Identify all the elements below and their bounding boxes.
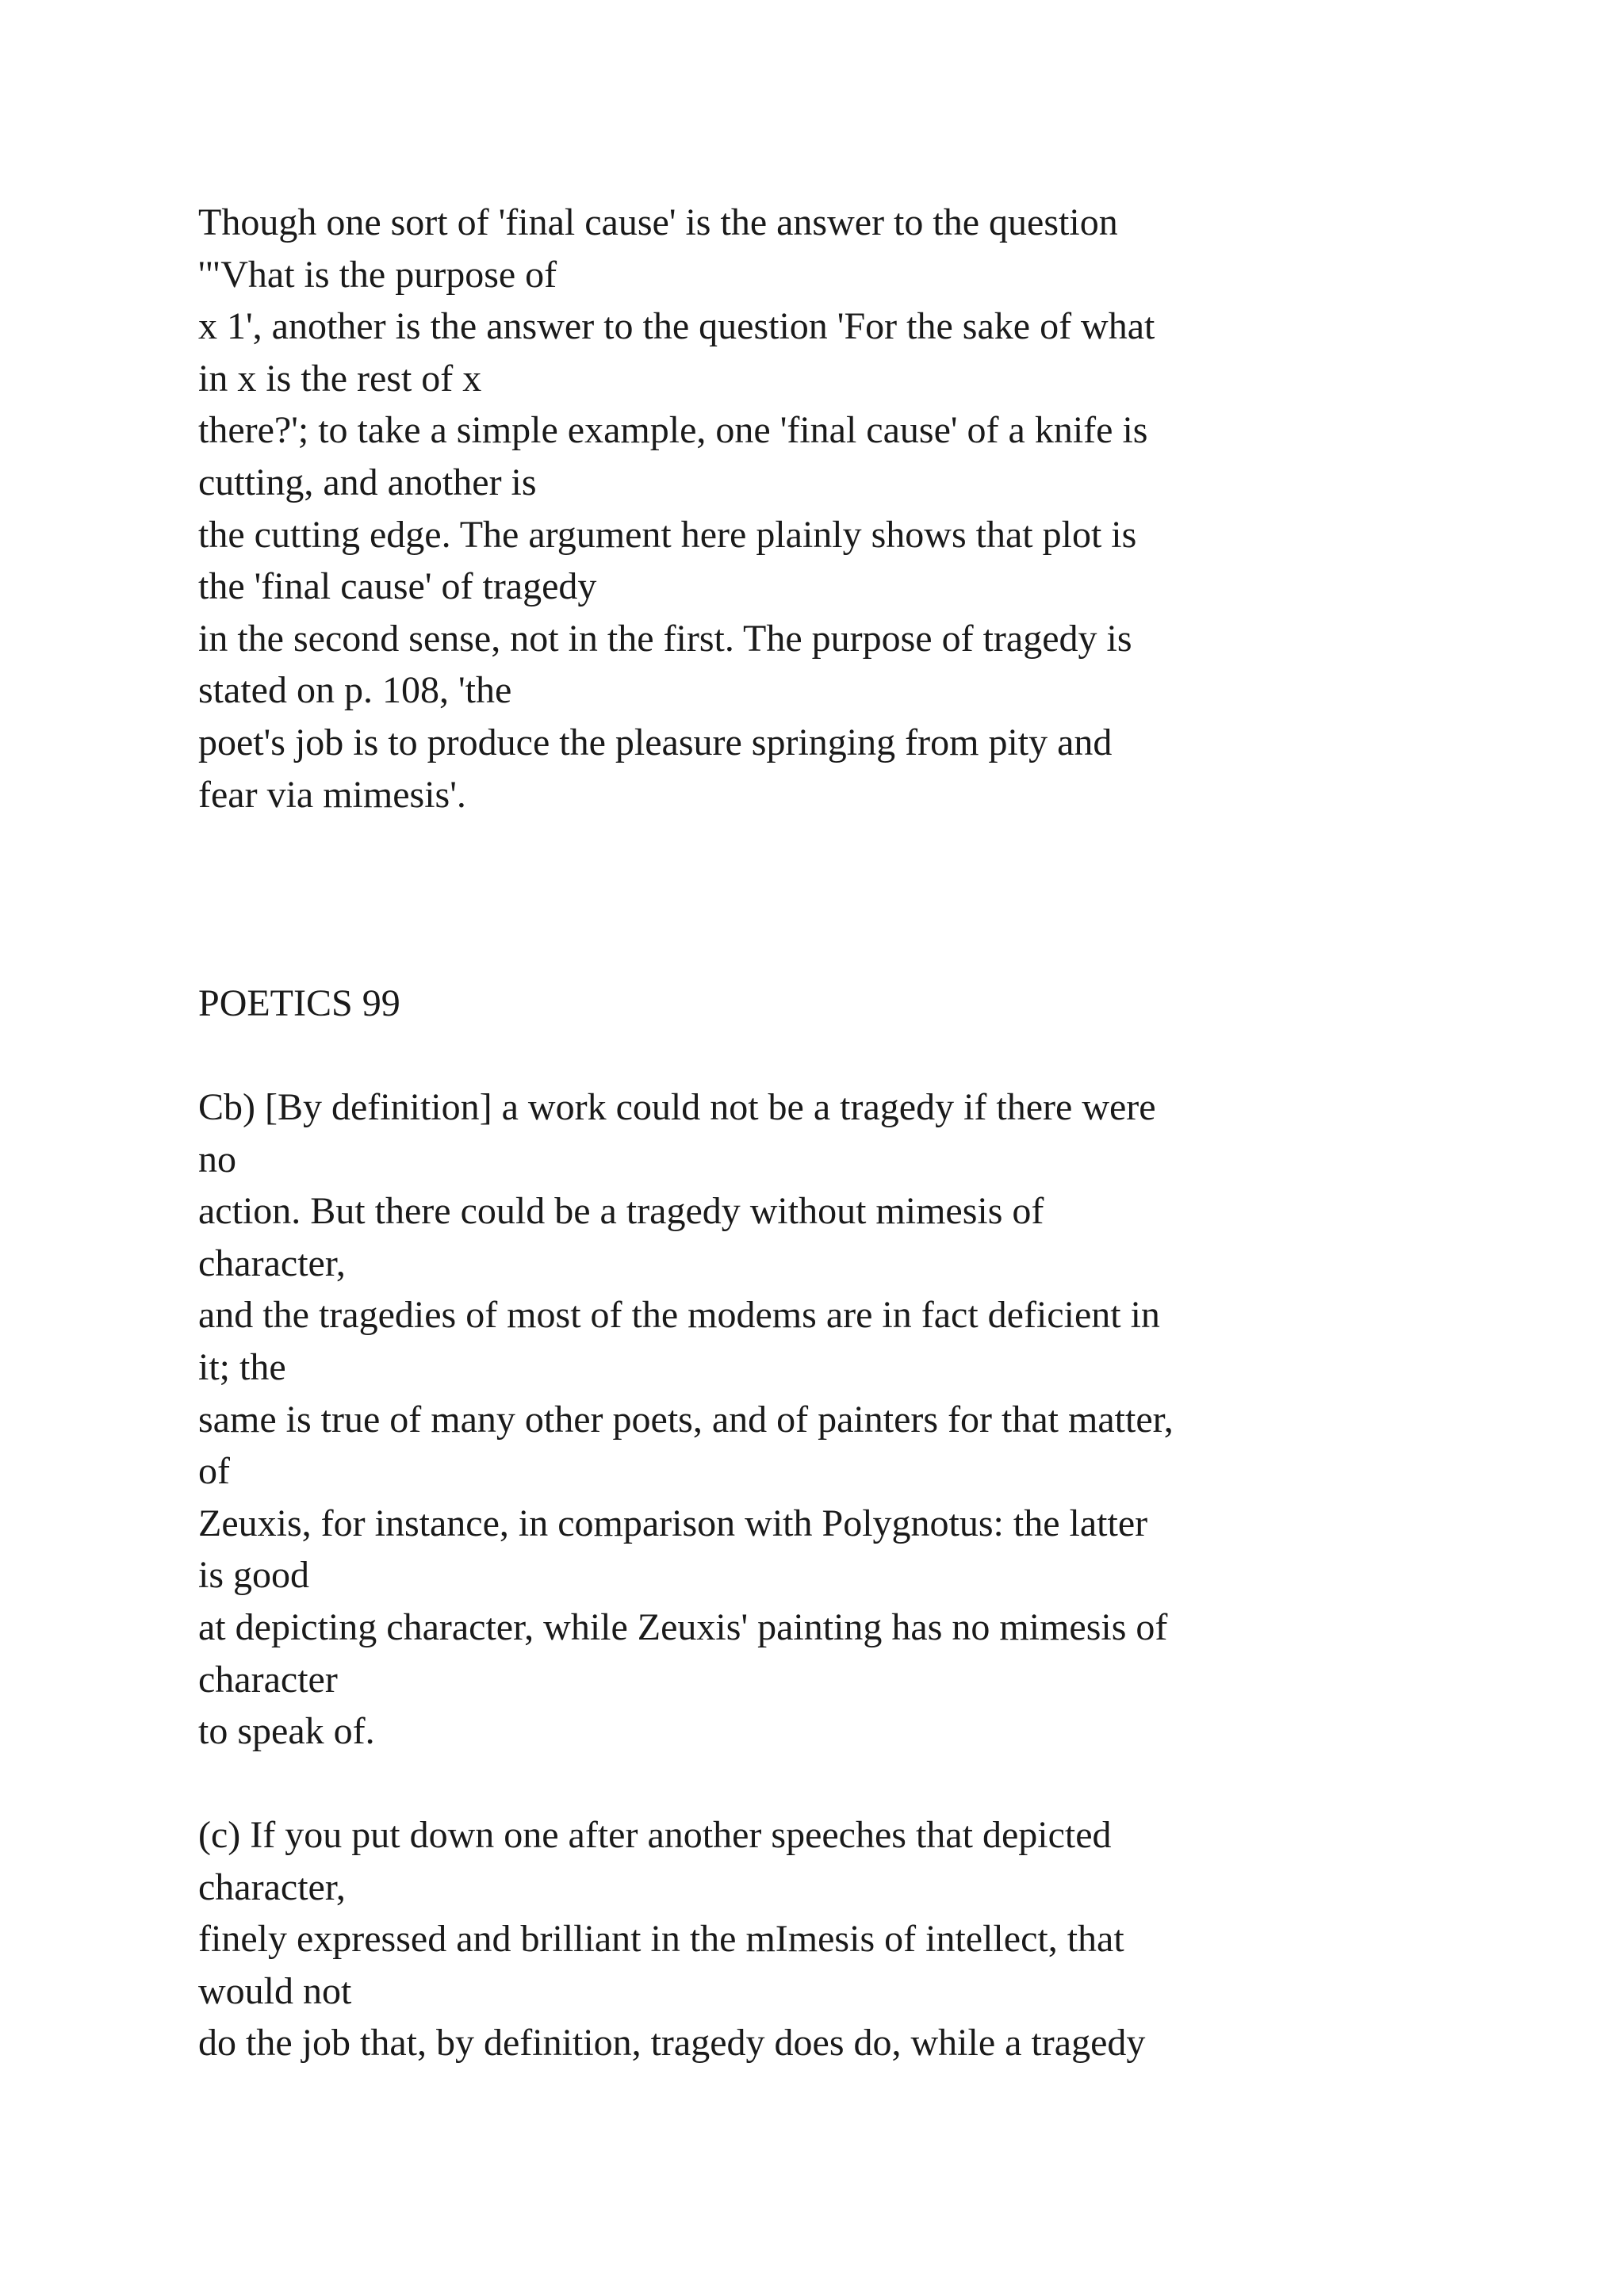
paragraph-b-definition-line: is good — [198, 1554, 310, 1597]
paragraph-b-definition-line: of — [198, 1450, 230, 1493]
paragraph-c-speeches-line: do the job that, by definition, tragedy does do, while a tragedy — [198, 2022, 1146, 2064]
paragraph-b-definition — [198, 1081, 1546, 1758]
paragraph-final-cause-line: in the second sense, not in the first. The purpose of tragedy is — [198, 617, 1132, 660]
paragraph-c-speeches-line: finely expressed and brilliant in the mImesis of intellect, that — [198, 1918, 1124, 1961]
paragraph-b-definition-line: character — [198, 1658, 338, 1701]
paragraph-b-definition-line: character, — [198, 1242, 346, 1284]
paragraph-c-speeches-line: (c) If you put down one after another speeches that depicted — [198, 1814, 1112, 1856]
paragraph-c-speeches-line: character, — [198, 1866, 346, 1908]
paragraph-final-cause-line: stated on p. 108, 'the — [198, 669, 512, 712]
paragraph-b-definition-line: to speak of. — [198, 1710, 375, 1753]
page-heading-line: POETICS 99 — [198, 982, 400, 1024]
paragraph-b-definition-line: action. But there could be a tragedy without mimesis of — [198, 1190, 1044, 1233]
paragraph-b-definition-line: Cb) [By definition] a work could not be a tragedy if there were — [198, 1086, 1156, 1128]
paragraph-final-cause-line: Though one sort of 'final cause' is the answer to the question — [198, 201, 1118, 243]
paragraph-b-definition-line: Zeuxis, for instance, in comparison with Polygnotus: the latter — [198, 1502, 1148, 1544]
paragraph-c-speeches-line: would not — [198, 1969, 352, 2012]
paragraph-b-definition-line: it; the — [198, 1345, 286, 1388]
paragraph-final-cause-line: '"Vhat is the purpose of — [198, 253, 557, 296]
paragraph-final-cause — [198, 197, 1546, 821]
paragraph-b-definition-line: same is true of many other poets, and of painters for that matter, — [198, 1398, 1174, 1441]
paragraph-final-cause-line: in x is the rest of x — [198, 357, 482, 400]
paragraph-final-cause-line: x 1', another is the answer to the question 'For the sake of what — [198, 305, 1155, 348]
paragraph-final-cause-line: cutting, and another is — [198, 461, 537, 503]
paragraph-final-cause-line: fear via mimesis'. — [198, 773, 466, 816]
paragraph-final-cause-line: there?'; to take a simple example, one 'final cause' of a knife is — [198, 409, 1148, 452]
paragraph-final-cause-line: the 'final cause' of tragedy — [198, 565, 597, 608]
paragraph-b-definition-line: and the tragedies of most of the modems are in fact deficient in — [198, 1294, 1160, 1337]
paragraph-final-cause-line: poet's job is to produce the pleasure springing from pity and — [198, 721, 1113, 763]
paragraph-final-cause-line: the cutting edge. The argument here plainly shows that plot is — [198, 513, 1137, 556]
paragraph-c-speeches — [198, 1809, 1546, 2069]
page-heading — [198, 978, 1546, 1030]
paragraph-b-definition-line: at depicting character, while Zeuxis' painting has no mimesis of — [198, 1605, 1168, 1648]
paragraph-b-definition-line: no — [198, 1138, 236, 1181]
